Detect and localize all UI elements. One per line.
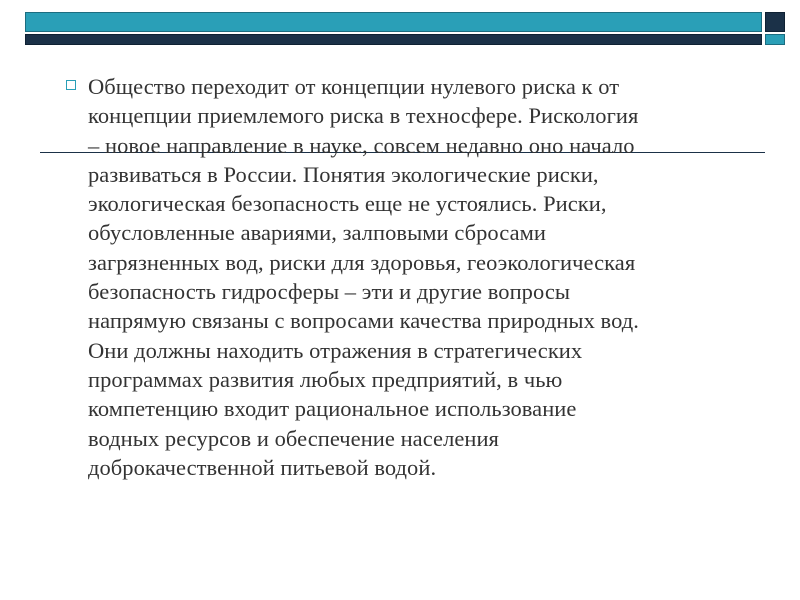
paragraph-line: концепции приемлемого риска в техносфере. Рискология bbox=[88, 103, 639, 129]
paragraph-line: загрязненных вод, риски для здоровья, геоэкологическая bbox=[88, 249, 636, 275]
paragraph-line: компетенцию входит рациональное использование bbox=[88, 396, 577, 422]
paragraph-line: доброкачественной питьевой водой. bbox=[88, 454, 437, 480]
paragraph-line: экологическая безопасность еще не устоялись. Риски, bbox=[88, 191, 607, 217]
paragraph-line: напрямую связаны с вопросами качества природных вод. bbox=[88, 308, 639, 334]
paragraph-line: Они должны находить отражения в стратегических bbox=[88, 337, 583, 363]
paragraph-line: программах развития любых предприятий, в чью bbox=[88, 366, 563, 392]
header-bar-top bbox=[25, 12, 762, 32]
paragraph-line: Общество переходит от концепции нулевого риска к от bbox=[88, 74, 620, 99]
hollow-square-bullet-icon bbox=[66, 80, 76, 90]
header-square-bottom bbox=[765, 34, 785, 45]
paragraph-line: безопасность гидросферы – эти и другие вопросы bbox=[88, 279, 571, 305]
slide-body bbox=[66, 72, 756, 482]
paragraph-line: обусловленные авариями, залповыми сбросами bbox=[88, 220, 547, 246]
paragraph-line: – новое направление в науке, совсем недавно оно начало bbox=[88, 132, 635, 158]
body-paragraph bbox=[88, 72, 756, 482]
header-bar-bottom bbox=[25, 34, 762, 45]
paragraph-line: водных ресурсов и обеспечение населения bbox=[88, 425, 499, 451]
header-square-top bbox=[765, 12, 785, 32]
paragraph-line: развиваться в России. Понятия экологические риски, bbox=[88, 161, 599, 187]
